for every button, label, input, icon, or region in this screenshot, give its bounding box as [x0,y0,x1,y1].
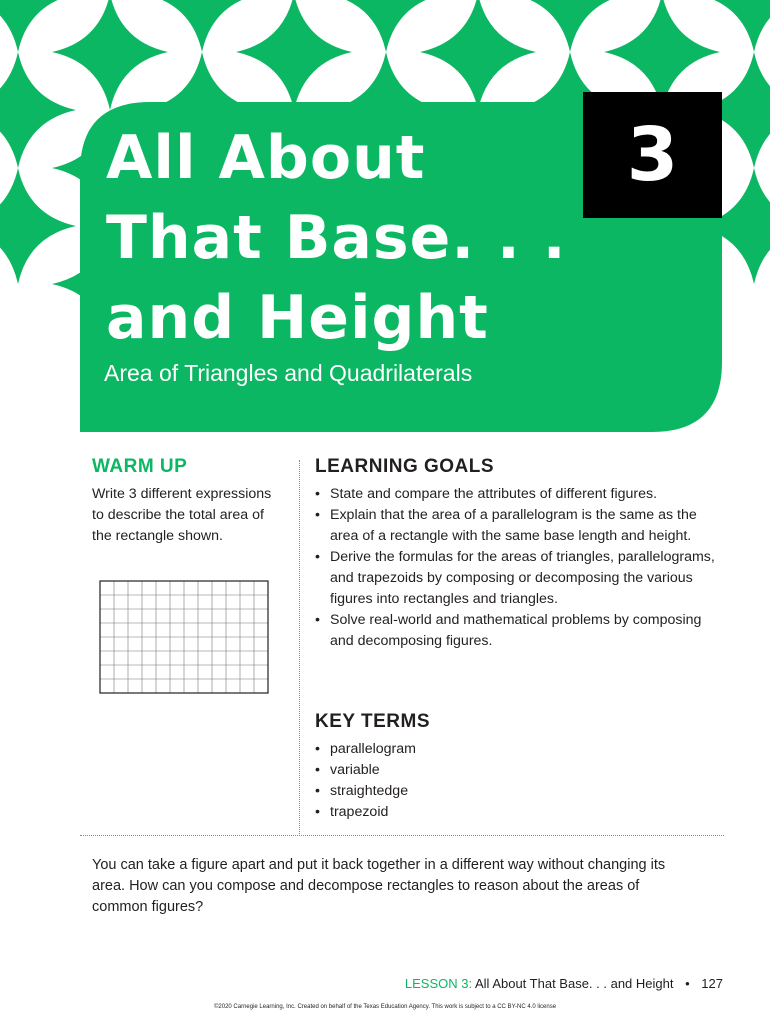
warm-up-text: Write 3 different expressions to describe the total area of the rectangle shown. [92,486,272,544]
diamond-pattern-shape [0,0,76,52]
learning-goal-item: • State and compare the attributes of different figures. [315,484,715,505]
diamond-pattern-shape [512,0,628,52]
key-term-item: • parallelogram [315,739,705,760]
key-term-item: • trapezoid [315,802,705,823]
diamond-pattern-shape [144,0,260,52]
copyright-notice: ©2020 Carnegie Learning, Inc. Created on behalf of the Texas Education Agency. This work is subject to a CC BY-NC 4.0 license [213,1004,557,1010]
vertical-divider [299,460,300,836]
diamond-pattern-shape [696,0,770,52]
lesson-subtitle: Area of Triangles and Quadrilaterals [104,360,473,386]
lesson-title-line-1: All About [106,123,426,193]
diamond-pattern-shape [0,168,76,284]
learning-goal-item: • Solve real-world and mathematical problems by composing and decomposing figures. [315,610,715,652]
diamond-pattern-shape [236,0,352,110]
diamond-pattern-shape [52,0,168,110]
learning-goal-item: • Explain that the area of a parallelogram is the same as the area of a rectangle with the same base length and height. [315,505,715,547]
warm-up-section [92,456,282,547]
page-number: 127 [701,976,723,991]
learning-goal-item: • Derive the formulas for the areas of triangles, parallelograms, and trapezoids by composing or decomposing the various figures into rectangles and triangles. [315,547,715,610]
diamond-pattern-shape [0,52,76,168]
key-term-item: • variable [315,760,705,781]
lesson-title-line-2: That Base. . . [106,203,567,273]
horizontal-divider [80,835,724,836]
lesson-number: 3 [626,112,679,198]
learning-goals-heading: LEARNING GOALS [315,456,495,477]
rectangle-grid [99,580,271,694]
footer-lesson-label: LESSON 3: [404,976,473,991]
footer-lesson-title: All About That Base. . . and Height [474,976,674,991]
lesson-title [106,118,566,358]
key-terms-heading: KEY TERMS [315,711,431,732]
warm-up-heading: WARM UP [92,456,188,477]
lesson-title-line-3: and Height [106,283,489,353]
lesson-number-badge [583,92,722,218]
learning-goals-list [315,484,715,652]
key-term-item: • straightedge [315,781,705,802]
page-footer [405,976,723,991]
key-terms-section [315,711,705,823]
diamond-pattern-shape [328,0,444,52]
diamond-pattern-shape [420,0,536,110]
footer-separator: • [685,976,690,991]
intro-paragraph: You can take a figure apart and put it back together in a different way without changing its area. How can you compose and decompose rectangles to reason about the areas of common figures? [92,857,666,915]
learning-goals-section [315,456,715,652]
key-terms-list [315,739,705,823]
